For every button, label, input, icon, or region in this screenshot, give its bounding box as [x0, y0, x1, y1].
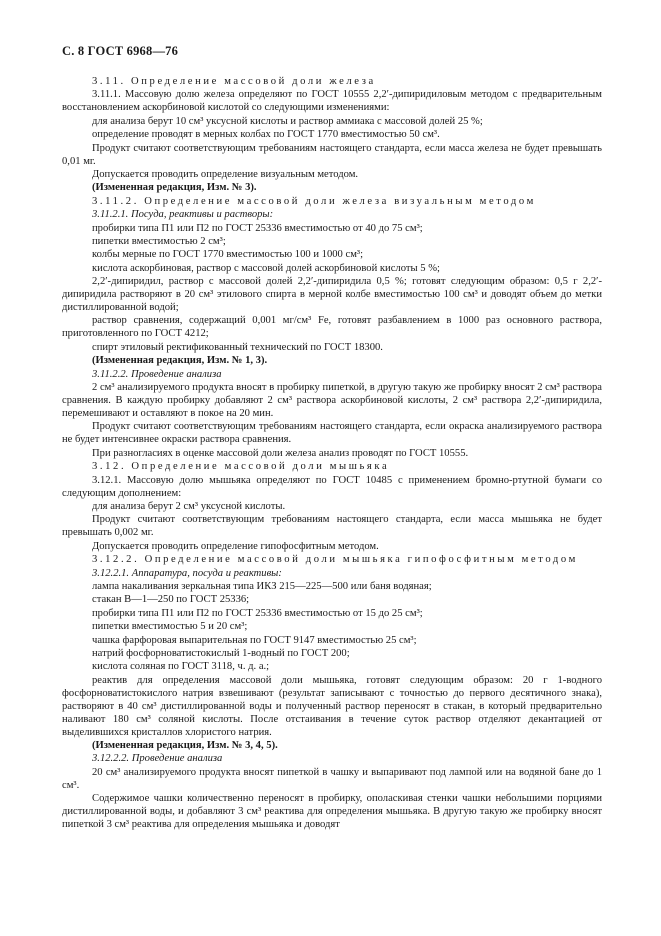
list-item: пробирки типа П1 или П2 по ГОСТ 25336 вместимостью от 15 до 25 см³;: [92, 607, 423, 619]
list-item: чашка фарфоровая выпарительная по ГОСТ 9147 вместимостью 25 см³;: [92, 634, 417, 646]
list-item: пипетки вместимостью 5 и 20 см³;: [92, 621, 248, 633]
document-body: [62, 75, 602, 832]
list-item: стакан В—1—250 по ГОСТ 25336;: [92, 594, 250, 606]
list-item: пробирки типа П1 или П2 по ГОСТ 25336 вместимостью от 40 до 75 см³;: [92, 222, 423, 234]
amendment-note: (Измененная редакция, Изм. № 3, 4, 5).: [92, 740, 278, 752]
section-heading-3-11: 3.11. Определение массовой доли железа: [92, 76, 376, 87]
amendment-note: (Измененная редакция, Изм. № 1, 3).: [92, 355, 268, 367]
list-item: кислота аскорбиновая, раствор с массовой долей аскорбиновой кислоты 5 %;: [92, 262, 440, 274]
section-heading-3-12: 3.12. Определение массовой доли мышьяка: [92, 461, 390, 473]
subheading: 3.12.2.1. Аппаратура, посуда и реактивы:: [92, 567, 282, 579]
subheading: 3.12.2.2. Проведение анализа: [92, 753, 223, 765]
paragraph: 20 см³ анализируемого продукта вносят пипеткой в чашку и выпаривают под лампой или на водяной бане до 1 см³.: [62, 766, 602, 791]
paragraph: определение проводят в мерных колбах по ГОСТ 1770 вместимостью 50 см³.: [92, 129, 440, 141]
paragraph: Допускается проводить определение визуальным методом.: [92, 168, 359, 180]
paragraph: Продукт считают соответствующим требованиям настоящего стандарта, если масса мышьяка не будет превышать 0,002 мг.: [62, 514, 602, 539]
list-item: спирт этиловый ректификованный технический по ГОСТ 18300.: [92, 341, 383, 353]
paragraph: Продукт считают соответствующим требованиям настоящего стандарта, если масса железа не будет превышать 0,01 мг.: [62, 142, 602, 167]
subheading: 3.11.2.1. Посуда, реактивы и растворы:: [92, 209, 274, 221]
amendment-note: (Измененная редакция, Изм. № 3).: [92, 182, 257, 194]
paragraph: При разногласиях в оценке массовой доли железа анализ проводят по ГОСТ 10555.: [92, 447, 469, 459]
paragraph: Содержимое чашки количественно переносят в пробирку, ополаскивая стенки чашки небольшими порциями дистиллированной воды, и добавляют 3 см³ реактива для определения мышьяка. В другую такую же пробирку вносят пипеткой 3 см³ реактива для определения мышьяка и доводят: [62, 793, 602, 831]
section-heading-3-11-2: 3.11.2. Определение массовой доли железа визуальным методом: [92, 195, 536, 207]
paragraph: реактив для определения массовой доли мышьяка, готовят следующим образом: 20 г 1-водного фосфорноватистокислого натрия взвешивают (результат записывают с точностью до первого десятичного знака), растворяют в 40 см³ дистиллированной воды и полученный раствор переносят в стакан, в который предварительно наливают 180 см³ соляной кислоты. После отстаивания в течение суток раствор отделяют декантацией от выделившихся кристаллов хлористого натрия.: [62, 674, 602, 738]
list-item: кислота соляная по ГОСТ 3118, ч. д. а.;: [92, 661, 270, 673]
list-item: лампа накаливания зеркальная типа ИКЗ 215—225—500 или баня водяная;: [92, 580, 432, 592]
paragraph: 2 см³ анализируемого продукта вносят в пробирку пипеткой, в другую такую же пробирку вносят 2 см³ раствора сравнения. В каждую пробирку добавляют 2 см³ раствора аскорбиновой кислоты, 2 см³ раствора 2,2′-дипиридила, перемешивают и оставляют в покое на 20 мин.: [62, 382, 602, 420]
subheading: 3.11.2.2. Проведение анализа: [92, 368, 222, 380]
paragraph: Допускается проводить определение гипофосфитным методом.: [92, 540, 379, 552]
list-item: колбы мерные по ГОСТ 1770 вместимостью 100 и 1000 см³;: [92, 249, 364, 261]
paragraph: 3.11.1. Массовую долю железа определяют по ГОСТ 10555 2,2′-дипиридиловым методом с предварительным восстановлением аскорбиновой кислотой со следующими изменениями:: [62, 89, 602, 114]
paragraph: для анализа берут 2 см³ уксусной кислоты.: [92, 500, 286, 512]
list-item: натрий фосфорноватистокислый 1-водный по ГОСТ 200;: [92, 647, 350, 659]
paragraph: для анализа берут 10 см³ уксусной кислоты и раствор аммиака с массовой долей 25 %;: [92, 115, 483, 127]
paragraph: 3.12.1. Массовую долю мышьяка определяют по ГОСТ 10485 с применением бромно-ртутной бумаги со следующим дополнением:: [62, 474, 602, 499]
section-heading-3-12-2: 3.12.2. Определение массовой доли мышьяка гипофосфитным методом: [92, 554, 578, 566]
list-item: раствор сравнения, содержащий 0,001 мг/см³ Fe, готовят разбавлением в 1000 раз основного раствора, приготовленного по ГОСТ 4212;: [62, 315, 602, 340]
paragraph: Продукт считают соответствующим требованиям настоящего стандарта, если окраска анализируемого раствора не будет интенсивнее окраски раствора сравнения.: [62, 421, 602, 446]
page-header: С. 8 ГОСТ 6968—76: [62, 44, 179, 58]
list-item: 2,2′-дипиридил, раствор с массовой долей 2,2′-дипиридила 0,5 %; готовят следующим образом: 0,5 г 2,2′-дипиридила растворяют в 20 см³ этилового спирта в мерной колбе вместимостью 100 см³ и доводят объем до метки дистиллированной водой;: [62, 276, 602, 314]
list-item: пипетки вместимостью 2 см³;: [92, 235, 226, 247]
